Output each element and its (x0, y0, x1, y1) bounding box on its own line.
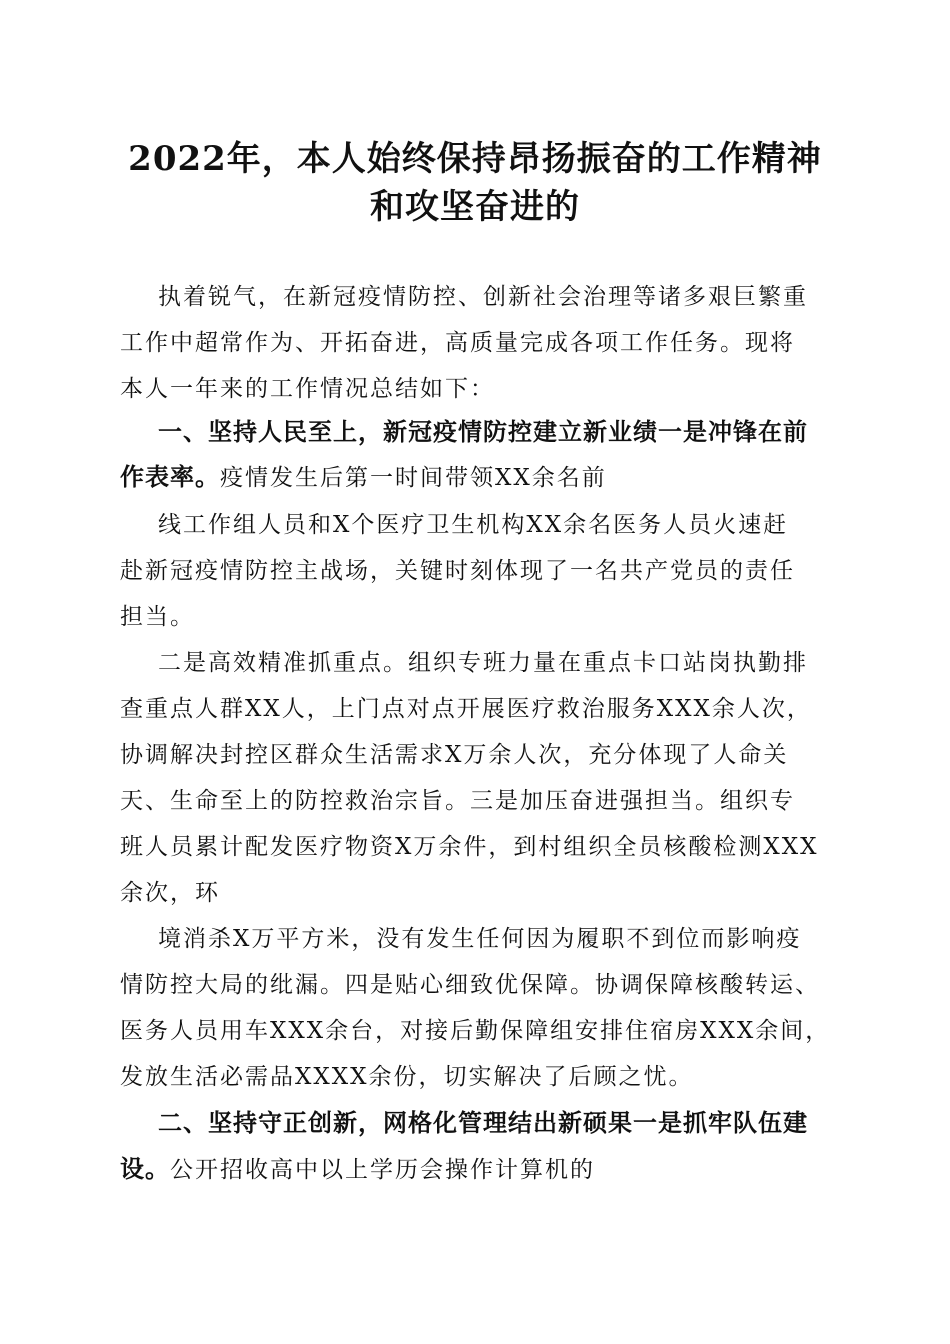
body-line: 本人一年来的工作情况总结如下： (120, 376, 495, 402)
body-line: 二是高效精准抓重点。组织专班力量在重点卡口站岗执勤排 (158, 650, 808, 676)
body-text: 疫情发生后第一时间带领XX余名前 (220, 465, 607, 491)
body-line: 境消杀X万平方米，没有发生任何因为履职不到位而影响疫 (158, 926, 802, 952)
document-title-line-1: 2022年，本人始终保持昂扬振奋的工作精神 (128, 139, 822, 179)
body-text: 公开招收高中以上学历会操作计算机的 (170, 1157, 595, 1183)
body-line: 担当。 (120, 604, 195, 630)
section-heading-1: 一、坚持人民至上，新冠疫情防控建立新业绩一是冲锋在前 (158, 418, 808, 446)
body-line: 查重点人群XX人，上门点对点开展医疗救治服务XXX余人次， (120, 696, 812, 722)
body-line: 线工作组人员和X个医疗卫生机构XX余名医务人员火速赶 (158, 512, 789, 538)
body-line: 天、生命至上的防控救治宗旨。三是加压奋进强担当。组织专 (120, 788, 795, 814)
body-line: 余次，环 (120, 880, 220, 906)
document-title-line-2: 和攻坚奋进的 (370, 187, 580, 227)
section-heading-2-end: 设。 (120, 1155, 170, 1183)
body-line: 班人员累计配发医疗物资X万余件，到村组织全员核酸检测XXX (120, 834, 819, 860)
body-line: 医务人员用车XXX余台，对接后勤保障组安排住宿房XXX余间， (120, 1018, 831, 1044)
body-line: 协调解决封控区群众生活需求X万余人次，充分体现了人命关 (120, 742, 789, 768)
body-line: 工作中超常作为、开拓奋进，高质量完成各项工作任务。现将 (120, 330, 795, 356)
body-line (120, 461, 607, 494)
body-line: 赴新冠疫情防控主战场，关键时刻体现了一名共产党员的责任 (120, 558, 795, 584)
section-heading-2: 二、坚持守正创新，网格化管理结出新硕果一是抓牢队伍建 (158, 1109, 808, 1137)
body-line: 情防控大局的纰漏。四是贴心细致优保障。协调保障核酸转运、 (120, 972, 820, 998)
body-line (120, 1153, 595, 1186)
section-heading-1-end: 作表率。 (120, 463, 220, 491)
body-line: 发放生活必需品XXXX余份，切实解决了后顾之忧。 (120, 1064, 694, 1090)
body-line: 执着锐气，在新冠疫情防控、创新社会治理等诸多艰巨繁重 (158, 284, 808, 310)
